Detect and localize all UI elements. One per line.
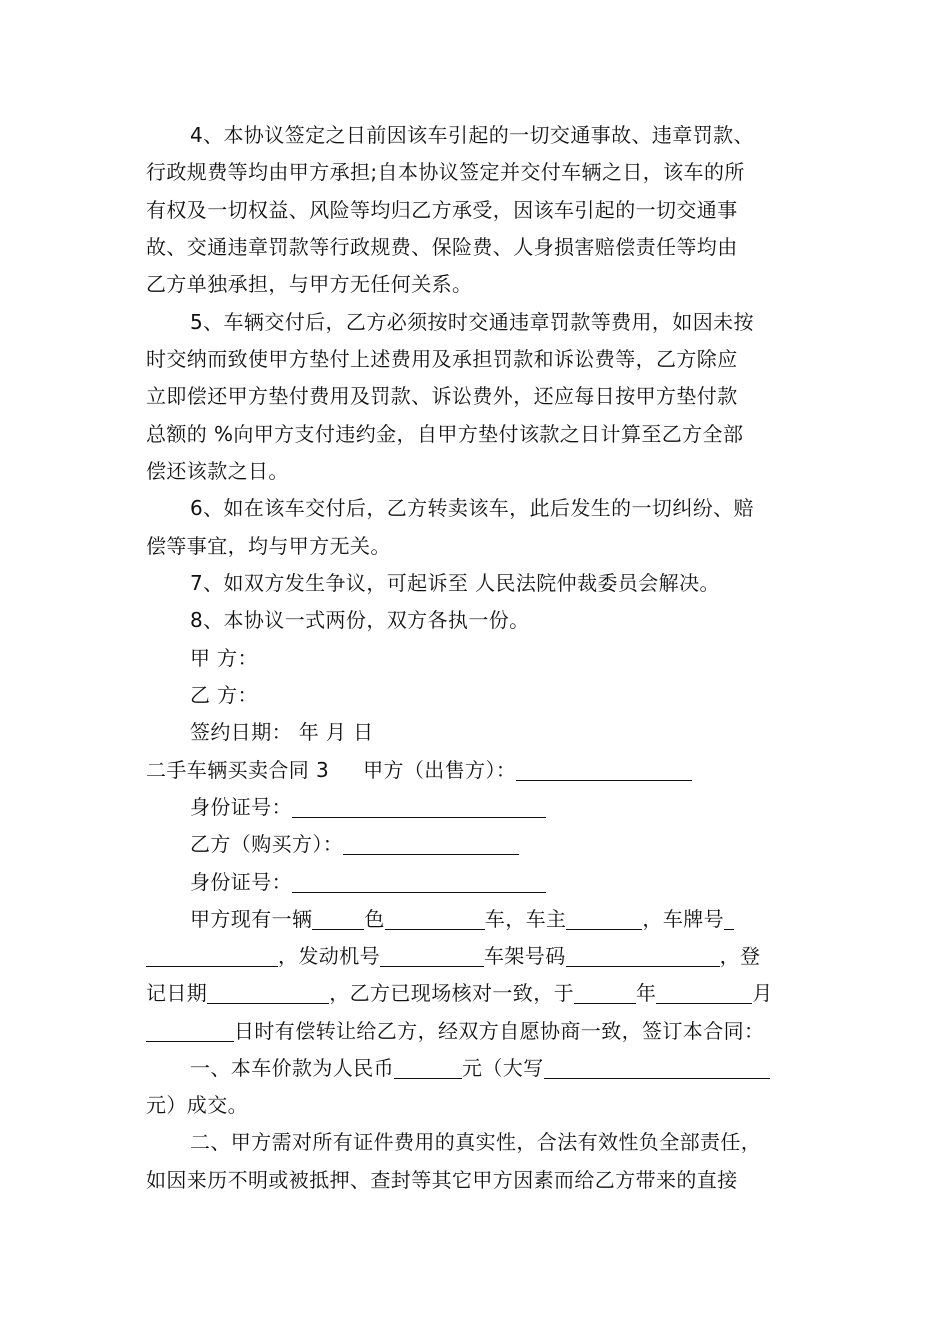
vehicle-row-1 xyxy=(190,901,734,938)
clause-5-line-2: 时交纳而致使甲方垫付上述费用及承担罚款和诉讼费等，乙方除应 xyxy=(146,347,738,371)
buyer-row xyxy=(190,826,519,863)
buyer-label: 乙方（购买方）： xyxy=(190,832,344,856)
contract3-title-row xyxy=(146,752,692,789)
sign-date: 签约日期： 年 月 日 xyxy=(190,720,374,744)
register-date-text: 记日期 xyxy=(146,981,208,1005)
year-text: 年 xyxy=(636,981,657,1005)
clause-5-line-1: 5、车辆交付后，乙方必须按时交通违章罚款等费用，如因未按 xyxy=(190,310,754,334)
price-row-2: 元）成交。 xyxy=(146,1093,248,1117)
year-blank[interactable] xyxy=(574,981,636,1004)
seller-blank[interactable] xyxy=(516,758,692,781)
price-text: 一、本车价款为人民币 xyxy=(190,1056,394,1080)
seller-id-blank[interactable] xyxy=(292,795,546,818)
clause-4-line-3: 有权及一切权益、风险等均归乙方承受，因该车引起的一切交通事 xyxy=(146,198,738,222)
clause-2-line-2: 如因来历不明或被抵押、查封等其它甲方因素而给乙方带来的直接 xyxy=(146,1168,738,1192)
plate-text: ，车牌号 xyxy=(642,907,725,931)
clause-6-line-1: 6、如在该车交付后，乙方转卖该车，此后发生的一切纠纷、赔 xyxy=(190,496,754,520)
vehicle-row-4 xyxy=(146,1013,764,1050)
register-date-blank[interactable] xyxy=(207,981,329,1004)
month-text: 月 xyxy=(752,981,773,1005)
clause-7: 7、如双方发生争议，可起诉至 人民法院仲裁委员会解决。 xyxy=(190,571,720,595)
vehicle-count-blank[interactable] xyxy=(312,907,364,930)
clause-6-line-2: 偿等事宜，均与甲方无关。 xyxy=(146,534,391,558)
month-blank[interactable] xyxy=(656,981,752,1004)
color-blank[interactable] xyxy=(385,907,485,930)
price-blank[interactable] xyxy=(394,1056,462,1079)
owner-text: 车，车主 xyxy=(484,907,567,931)
plate-blank[interactable] xyxy=(146,944,278,967)
buyer-id-row xyxy=(190,864,546,901)
party-a-label: 甲 方： xyxy=(190,646,258,670)
seller-id-row xyxy=(190,789,546,826)
vehicle-row-3 xyxy=(146,975,773,1012)
clause-2-line-1: 二、甲方需对所有证件费用的真实性，合法有效性负全部责任， xyxy=(190,1130,762,1154)
buyer-id-label: 身份证号： xyxy=(190,870,292,894)
seller-id-label: 身份证号： xyxy=(190,795,292,819)
party-b-label: 乙 方： xyxy=(190,683,258,707)
buyer-id-blank[interactable] xyxy=(292,870,546,893)
engine-blank[interactable] xyxy=(380,944,484,967)
price-row xyxy=(190,1050,770,1087)
register-text: ，登 xyxy=(719,944,761,968)
owner-blank[interactable] xyxy=(566,907,642,930)
vin-blank[interactable] xyxy=(566,944,720,967)
clause-4-line-1: 4、本协议签定之日前因该车引起的一切交通事故、违章罚款、 xyxy=(190,123,754,147)
engine-text: ，发动机号 xyxy=(278,944,380,968)
clause-4-line-2: 行政规费等均由甲方承担;自本协议签定并交付车辆之日，该车的所 xyxy=(146,160,745,184)
color-text: 色 xyxy=(364,907,385,931)
plate-blank-start[interactable] xyxy=(724,907,734,930)
contract3-title: 二手车辆买卖合同 3 xyxy=(146,758,330,782)
clause-4-line-4: 故、交通违章罚款等行政规费、保险费、人身损害赔偿责任等均由 xyxy=(146,235,738,259)
price-words-blank[interactable] xyxy=(544,1056,770,1079)
vehicle-row-2 xyxy=(146,938,760,975)
price-words-text: 元（大写 xyxy=(462,1056,544,1080)
clause-4-line-5: 乙方单独承担，与甲方无任何关系。 xyxy=(146,272,473,296)
transfer-text: 日时有偿转让给乙方，经双方自愿协商一致，签订本合同： xyxy=(234,1019,765,1043)
verify-text: ，乙方已现场核对一致，于 xyxy=(329,981,575,1005)
clause-5-line-5: 偿还该款之日。 xyxy=(146,459,289,483)
buyer-blank[interactable] xyxy=(343,832,519,855)
clause-8: 8、本协议一式两份，双方各执一份。 xyxy=(190,608,530,632)
vehicle-text: 甲方现有一辆 xyxy=(190,907,313,931)
day-blank[interactable] xyxy=(146,1019,234,1042)
clause-5-line-3: 立即偿还甲方垫付费用及罚款、诉讼费外，还应每日按甲方垫付款 xyxy=(146,384,738,408)
vin-text: 车架号码 xyxy=(484,944,566,968)
clause-5-line-4: 总额的 %向甲方支付违约金，自甲方垫付该款之日计算至乙方全部 xyxy=(146,422,744,446)
seller-label: 甲方（出售方）： xyxy=(363,758,517,782)
